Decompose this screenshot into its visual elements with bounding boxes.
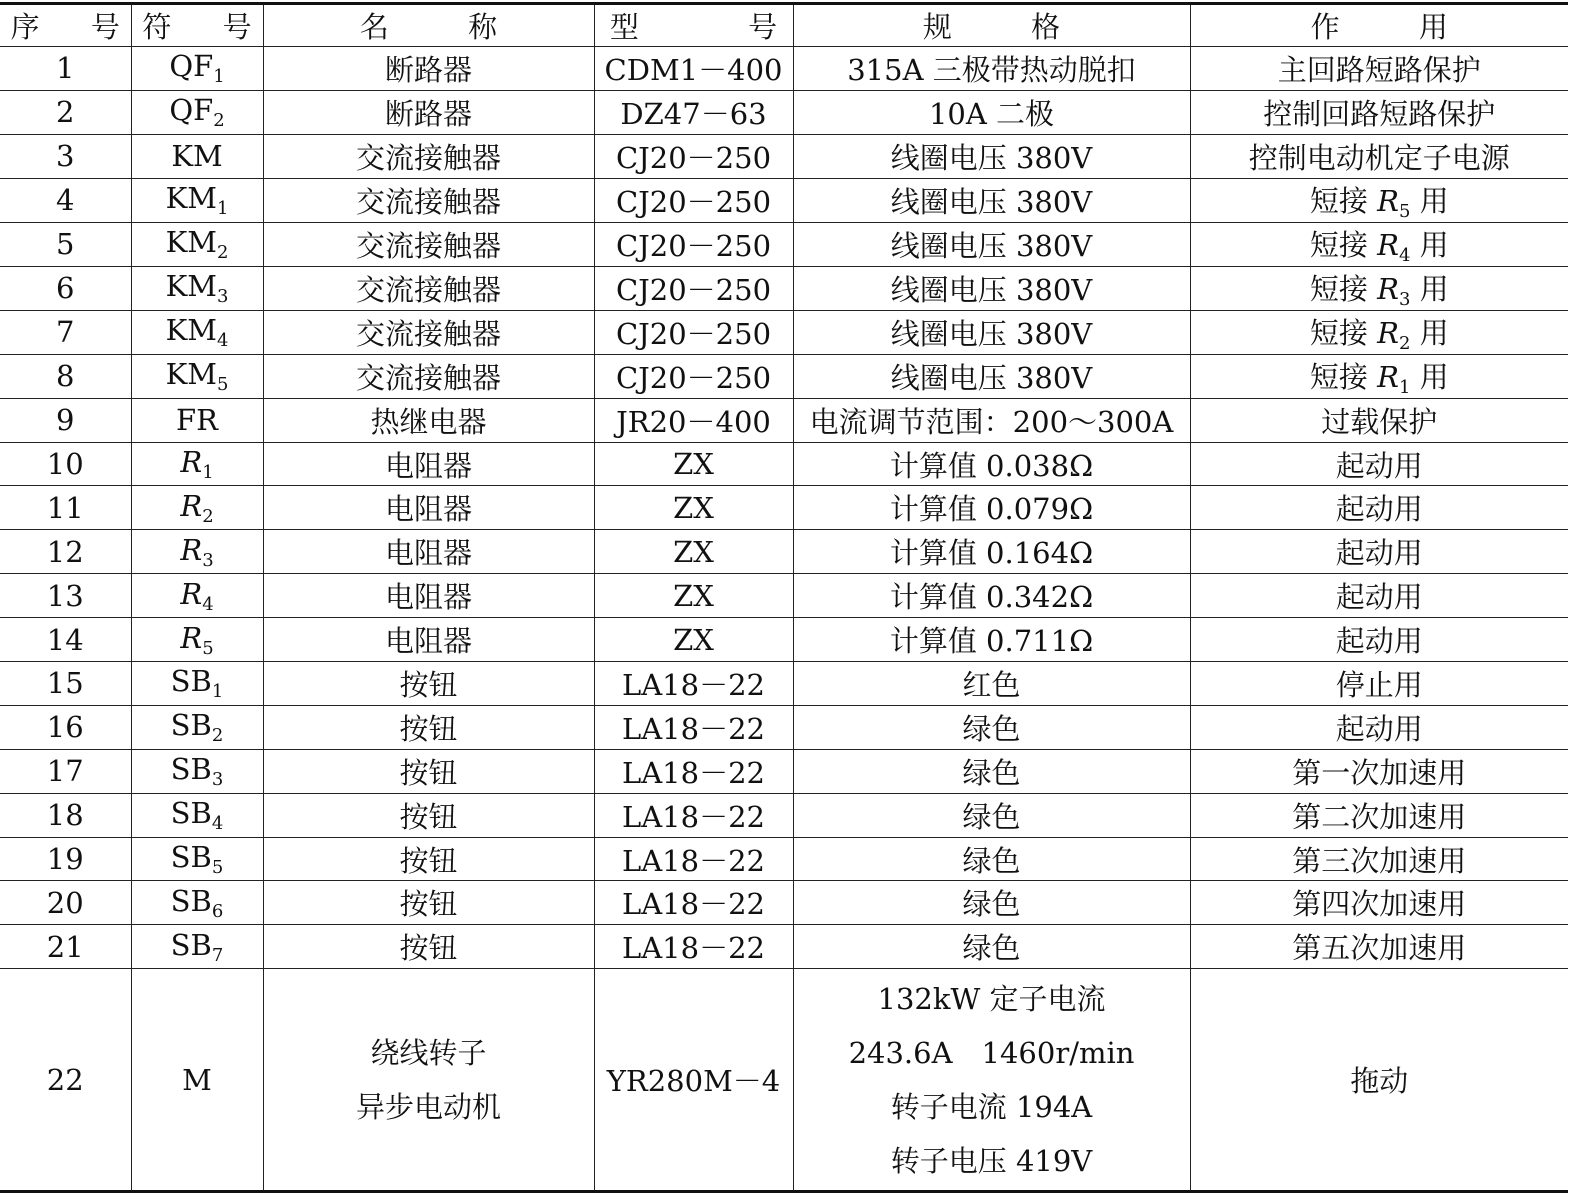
cell-name: 按钮 [263,837,594,881]
cell-no: 13 [0,574,131,618]
cell-model: ZX [594,574,793,618]
cell-symbol [131,47,263,91]
cell-symbol [131,881,263,925]
cell-model: LA18－22 [594,705,793,749]
cell-no: 21 [0,925,131,969]
cell-function: 拖动 [1190,969,1568,1192]
function-variable: R [1377,227,1399,262]
cell-symbol [131,574,263,618]
cell-no: 5 [0,222,131,266]
cell-symbol [131,398,263,442]
cell-function [1190,310,1568,354]
cell-spec: 红色 [793,662,1190,706]
table-row [0,354,1568,398]
symbol-subscript: 7 [211,944,224,966]
symbol-subscript: 5 [216,374,229,396]
cell-no: 1 [0,47,131,91]
cell-symbol [131,134,263,178]
cell-no: 3 [0,134,131,178]
symbol-text: QF [169,93,214,128]
cell-spec: 绿色 [793,793,1190,837]
cell-spec: 绿色 [793,925,1190,969]
cell-name: 电阻器 [263,530,594,574]
cell-spec: 计算值 0.711Ω [793,618,1190,662]
cell-function: 主回路短路保护 [1190,47,1568,91]
cell-spec [793,969,1190,1192]
cell-name: 按钮 [263,705,594,749]
cell-spec: 计算值 0.342Ω [793,574,1190,618]
symbol-text: SB [170,664,212,699]
function-text: 用 [1410,271,1449,306]
cell-name: 电阻器 [263,618,594,662]
component-table [0,2,1568,1193]
cell-no: 6 [0,266,131,310]
table-row [0,178,1568,222]
cell-no: 18 [0,793,131,837]
cell-symbol [131,222,263,266]
symbol-text: SB [170,796,212,831]
cell-model: CJ20－250 [594,354,793,398]
cell-symbol [131,266,263,310]
symbol-subscript: 3 [202,549,214,571]
symbol-subscript: 2 [216,242,229,264]
header-row [0,4,1568,47]
table-row [0,925,1568,969]
cell-name: 按钮 [263,793,594,837]
cell-no: 2 [0,90,131,134]
symbol-text: KM [165,357,217,392]
cell-function: 第一次加速用 [1190,749,1568,793]
cell-symbol [131,486,263,530]
cell-spec: 线圈电压 380V [793,354,1190,398]
cell-no: 12 [0,530,131,574]
cell-symbol [131,793,263,837]
cell-name: 电阻器 [263,486,594,530]
table-row [0,90,1568,134]
cell-spec: 线圈电压 380V [793,134,1190,178]
cell-function: 停止用 [1190,662,1568,706]
symbol-text: FR [176,403,218,438]
cell-model: LA18－22 [594,837,793,881]
cell-model: LA18－22 [594,881,793,925]
cell-function: 起动用 [1190,705,1568,749]
cell-symbol [131,662,263,706]
function-text: 短接 [1309,227,1378,262]
symbol-text: R [180,620,203,655]
cell-no: 16 [0,705,131,749]
cell-spec: 线圈电压 380V [793,310,1190,354]
cell-symbol [131,354,263,398]
cell-spec: 计算值 0.079Ω [793,486,1190,530]
symbol-subscript: 1 [202,462,214,483]
cell-function: 第五次加速用 [1190,925,1568,969]
cell-spec: 计算值 0.038Ω [793,442,1190,486]
symbol-text: SB [170,708,212,743]
spec-line: 转子电压 419V [890,1143,1093,1178]
symbol-subscript: 4 [202,593,214,615]
function-subscript: 4 [1398,244,1411,266]
cell-spec: 绿色 [793,749,1190,793]
symbol-subscript: 1 [211,681,224,703]
cell-no: 14 [0,618,131,662]
cell-name: 交流接触器 [263,178,594,222]
symbol-subscript: 5 [211,857,224,879]
symbol-subscript: 2 [202,505,214,527]
table-row [0,574,1568,618]
cell-no: 7 [0,310,131,354]
function-variable: R [1377,271,1399,306]
symbol-text: SB [170,927,212,962]
cell-model: DZ47－63 [594,90,793,134]
cell-model: ZX [594,530,793,574]
function-text: 短接 [1309,359,1378,394]
cell-name: 电阻器 [263,442,594,486]
cell-model: CDM1－400 [594,47,793,91]
cell-symbol [131,442,263,486]
symbol-text: SB [170,752,212,787]
cell-function: 起动用 [1190,530,1568,574]
function-subscript: 3 [1398,288,1411,310]
cell-function: 第四次加速用 [1190,881,1568,925]
spec-line: 243.6A 1460r/min [848,1035,1135,1070]
symbol-subscript: 2 [213,110,225,132]
symbol-text: SB [170,883,212,918]
function-variable: R [1377,183,1399,218]
function-subscript: 5 [1398,200,1411,222]
cell-model: ZX [594,618,793,662]
symbol-subscript: 3 [211,769,224,791]
cell-function: 起动用 [1190,618,1568,662]
cell-symbol: M [131,969,263,1192]
cell-model: JR20－400 [594,398,793,442]
cell-function: 过载保护 [1190,398,1568,442]
cell-name: 断路器 [263,47,594,91]
symbol-text: KM [165,225,217,260]
symbol-text: SB [170,840,212,875]
table-row [0,486,1568,530]
function-variable: R [1377,359,1399,394]
cell-spec: 315A 三极带热动脱扣 [793,47,1190,91]
cell-model: LA18－22 [594,793,793,837]
symbol-subscript: 4 [211,813,224,835]
cell-no: 8 [0,354,131,398]
cell-name: 热继电器 [263,398,594,442]
cell-no: 19 [0,837,131,881]
cell-spec: 电流调节范围：200～300A [793,398,1190,442]
cell-spec: 线圈电压 380V [793,266,1190,310]
header-symbol: 符 号 [131,4,263,47]
table-row [0,793,1568,837]
symbol-text: R [180,532,203,567]
cell-symbol [131,310,263,354]
cell-name: 按钮 [263,662,594,706]
function-text: 用 [1410,359,1449,394]
cell-model: CJ20－250 [594,134,793,178]
symbol-text: KM [171,139,223,174]
cell-name: 交流接触器 [263,266,594,310]
symbol-subscript: 6 [211,900,224,922]
cell-function: 第三次加速用 [1190,837,1568,881]
cell-symbol [131,618,263,662]
symbol-subscript: 4 [216,330,229,352]
symbol-subscript: 5 [202,637,214,659]
cell-symbol [131,925,263,969]
name-line: 绕线转子 [370,1035,487,1070]
cell-name: 交流接触器 [263,310,594,354]
cell-model: LA18－22 [594,749,793,793]
cell-no: 10 [0,442,131,486]
cell-spec: 线圈电压 380V [793,222,1190,266]
cell-no: 15 [0,662,131,706]
header-spec: 规 格 [793,4,1190,47]
symbol-subscript: 1 [213,66,225,88]
cell-no: 9 [0,398,131,442]
table-body [0,47,1568,1192]
function-text: 用 [1410,183,1449,218]
cell-symbol [131,178,263,222]
cell-no: 20 [0,881,131,925]
cell-symbol [131,90,263,134]
cell-no: 4 [0,178,131,222]
table-row [0,749,1568,793]
cell-function [1190,222,1568,266]
cell-name: 按钮 [263,881,594,925]
cell-spec: 10A 二极 [793,90,1190,134]
cell-function [1190,266,1568,310]
table-row [0,530,1568,574]
symbol-text: KM [165,181,217,216]
cell-name: 交流接触器 [263,354,594,398]
name-line: 异步电动机 [355,1089,501,1124]
cell-spec: 绿色 [793,705,1190,749]
function-text: 用 [1410,227,1449,262]
symbol-text: R [180,576,203,611]
symbol-subscript: 3 [216,286,229,308]
cell-spec: 绿色 [793,837,1190,881]
cell-function: 起动用 [1190,574,1568,618]
table-row [0,222,1568,266]
symbol-subscript: 1 [216,198,229,220]
cell-model: CJ20－250 [594,178,793,222]
cell-symbol [131,837,263,881]
function-text: 短接 [1309,271,1378,306]
cell-no: 17 [0,749,131,793]
cell-spec: 计算值 0.164Ω [793,530,1190,574]
symbol-text: R [180,445,203,479]
cell-function [1190,354,1568,398]
table-row [0,310,1568,354]
header-function: 作 用 [1190,4,1568,47]
cell-function: 控制回路短路保护 [1190,90,1568,134]
cell-function: 起动用 [1190,442,1568,486]
cell-model: LA18－22 [594,662,793,706]
table-row [0,134,1568,178]
header-no: 序 号 [0,4,131,47]
cell-function: 第二次加速用 [1190,793,1568,837]
function-text: 用 [1410,315,1449,350]
symbol-text: R [180,488,203,523]
table-row [0,705,1568,749]
table-row [0,47,1568,91]
cell-symbol [131,530,263,574]
table-row [0,881,1568,925]
function-subscript: 1 [1398,376,1411,398]
table-row [0,266,1568,310]
cell-symbol [131,705,263,749]
table-row [0,969,1568,1192]
cell-name: 按钮 [263,749,594,793]
table-row [0,837,1568,881]
table-row [0,442,1568,486]
header-model: 型 号 [594,4,793,47]
cell-function: 控制电动机定子电源 [1190,134,1568,178]
function-variable: R [1377,315,1399,350]
cell-name [263,969,594,1192]
symbol-text: QF [169,49,214,84]
header-name: 名 称 [263,4,594,47]
cell-spec: 绿色 [793,881,1190,925]
cell-spec: 线圈电压 380V [793,178,1190,222]
cell-no: 11 [0,486,131,530]
function-text: 短接 [1309,183,1378,218]
cell-name: 断路器 [263,90,594,134]
cell-model: LA18－22 [594,925,793,969]
cell-symbol [131,749,263,793]
function-subscript: 2 [1398,332,1411,354]
cell-model: YR280M－4 [594,969,793,1192]
cell-function: 起动用 [1190,486,1568,530]
spec-line: 132kW 定子电流 [877,981,1106,1016]
cell-name: 交流接触器 [263,222,594,266]
symbol-text: KM [165,269,217,304]
spec-line: 转子电流 194A [890,1089,1093,1124]
function-text: 短接 [1309,315,1378,350]
cell-no: 22 [0,969,131,1192]
cell-name: 电阻器 [263,574,594,618]
symbol-text: KM [165,313,217,348]
cell-model: CJ20－250 [594,266,793,310]
cell-name: 按钮 [263,925,594,969]
cell-model: CJ20－250 [594,310,793,354]
cell-model: ZX [594,486,793,530]
cell-function [1190,178,1568,222]
table-row [0,662,1568,706]
cell-model: CJ20－250 [594,222,793,266]
symbol-subscript: 2 [211,725,224,747]
table-row [0,398,1568,442]
cell-model: ZX [594,442,793,486]
table-row [0,618,1568,662]
cell-name: 交流接触器 [263,134,594,178]
